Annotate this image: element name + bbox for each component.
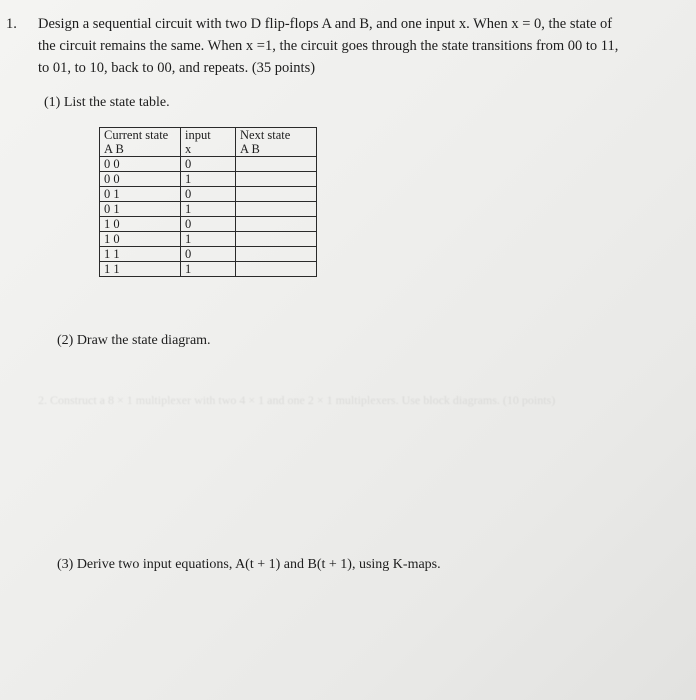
header-current-state: Current state — [100, 128, 181, 143]
part-2-label: (2) Draw the state diagram. — [57, 333, 211, 348]
cell-current-ab: 1 1 — [100, 262, 181, 277]
cell-next-state — [236, 202, 317, 217]
header-next-state: Next state — [236, 128, 317, 143]
question-number: 1. — [6, 16, 17, 32]
cell-x: 1 — [181, 232, 236, 247]
cell-next-state — [236, 157, 317, 172]
question-line-2: the circuit remains the same. When x =1, the circuit goes through the state transitions from 00 to 11, — [38, 38, 619, 54]
subheader-current-ab: A B — [100, 142, 181, 157]
cell-current-ab: 0 0 — [100, 157, 181, 172]
table-header-row — [100, 128, 317, 143]
question-line-3: to 01, to 10, back to 00, and repeats. (35 points) — [38, 60, 316, 76]
cell-current-ab: 0 1 — [100, 187, 181, 202]
cell-current-ab: 1 0 — [100, 232, 181, 247]
cell-next-state — [236, 262, 317, 277]
cell-current-ab: 1 0 — [100, 217, 181, 232]
cell-next-state — [236, 172, 317, 187]
part-3-label: (3) Derive two input equations, A(t + 1) and B(t + 1), using K-maps. — [57, 557, 441, 572]
cell-x: 0 — [181, 247, 236, 262]
cell-next-state — [236, 187, 317, 202]
table-row — [100, 202, 317, 217]
cell-current-ab: 0 1 — [100, 202, 181, 217]
table-row — [100, 187, 317, 202]
part-1-label: (1) List the state table. — [44, 95, 170, 110]
bleed-through-text: 2. Construct a 8 × 1 multiplexer with two 4 × 1 and one 2 × 1 multiplexers. Use block diagrams. (10 points) — [38, 393, 556, 407]
table-row — [100, 232, 317, 247]
subheader-next-ab: A B — [236, 142, 317, 157]
table-row — [100, 262, 317, 277]
table-row — [100, 247, 317, 262]
header-input: input — [181, 128, 236, 143]
state-table — [99, 127, 317, 277]
cell-x: 1 — [181, 262, 236, 277]
cell-x: 0 — [181, 157, 236, 172]
cell-x: 0 — [181, 187, 236, 202]
cell-next-state — [236, 247, 317, 262]
table-row — [100, 172, 317, 187]
question-line-1: Design a sequential circuit with two D flip-flops A and B, and one input x. When x = 0, the state of — [38, 16, 613, 32]
subheader-x: x — [181, 142, 236, 157]
table-row — [100, 217, 317, 232]
cell-x: 1 — [181, 172, 236, 187]
cell-x: 1 — [181, 202, 236, 217]
cell-current-ab: 0 0 — [100, 172, 181, 187]
cell-current-ab: 1 1 — [100, 247, 181, 262]
cell-next-state — [236, 232, 317, 247]
cell-next-state — [236, 217, 317, 232]
cell-x: 0 — [181, 217, 236, 232]
table-subheader-row — [100, 142, 317, 157]
table-row — [100, 157, 317, 172]
